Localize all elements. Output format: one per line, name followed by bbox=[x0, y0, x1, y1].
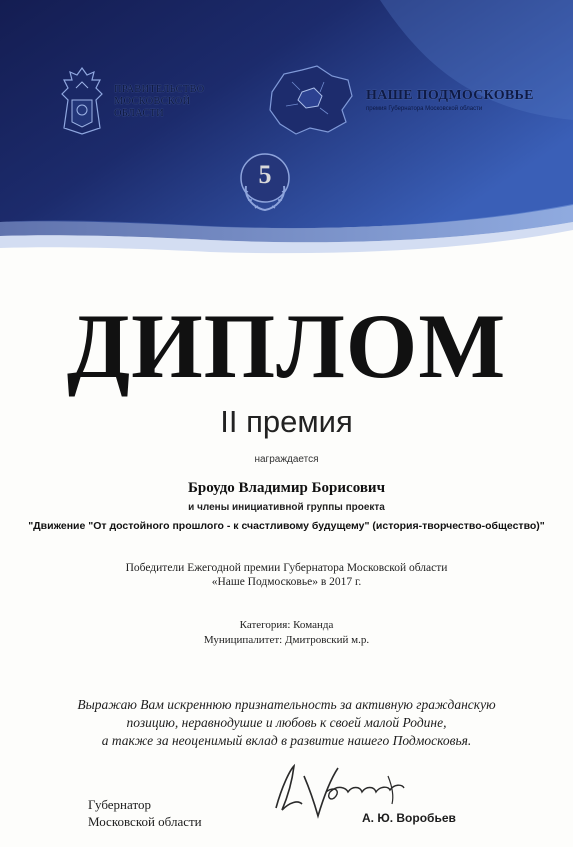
signatory-role-line-1: Губернатор bbox=[88, 797, 151, 812]
category-line: Категория: Команда bbox=[239, 619, 334, 631]
winners-line-1: Победители Ежегодной премии Губернатора Московской области bbox=[125, 562, 448, 574]
badge-number: 5 bbox=[258, 160, 272, 189]
signatory-role-line-2: Московской области bbox=[88, 814, 202, 829]
gratitude-text bbox=[0, 696, 573, 750]
government-logo bbox=[56, 66, 226, 146]
coat-of-arms-icon bbox=[56, 66, 108, 136]
winners-line-2: «Наше Подмосковье» в 2017 г. bbox=[211, 576, 362, 588]
diploma-title: ДИПЛОМ bbox=[66, 295, 507, 397]
brand-title: НАШЕ ПОДМОСКОВЬЕ bbox=[366, 88, 534, 103]
government-line-3: ОБЛАСТИ bbox=[114, 108, 164, 119]
prize-level: II премия bbox=[220, 404, 353, 439]
signatory-name: А. Ю. Воробьев bbox=[362, 811, 456, 825]
municipality-line: Муниципалитет: Дмитровский м.р. bbox=[203, 634, 370, 646]
gratitude-line-2: позицию, неравнодушие и любовь к своей малой Родине, bbox=[126, 715, 447, 730]
government-name bbox=[114, 84, 224, 120]
gratitude-line-3: а также за неоценимый вклад в развитие нашего Подмосковья. bbox=[101, 733, 472, 748]
awarded-label: награждается bbox=[254, 454, 319, 465]
anniversary-badge bbox=[234, 148, 296, 216]
recipient-name: Броудо Владимир Борисович bbox=[187, 480, 386, 496]
government-line-2: МОСКОВСКОЙ bbox=[114, 96, 191, 107]
category-block bbox=[0, 618, 573, 648]
signatory-role bbox=[88, 796, 258, 830]
winners-statement bbox=[0, 561, 573, 589]
moscow-region-map-icon bbox=[262, 62, 357, 137]
team-members-line: и члены инициативной группы проекта bbox=[188, 502, 385, 513]
project-name: "Движение "От достойного прошлого - к счастливому будущему" (история-творчество-общество)" bbox=[28, 520, 545, 532]
brand-subtitle: премия Губернатора Московской области bbox=[366, 106, 483, 112]
government-line-1: ПРАВИТЕЛЬСТВО bbox=[114, 84, 205, 95]
gratitude-line-1: Выражаю Вам искреннюю признательность за активную гражданскую bbox=[77, 697, 496, 712]
